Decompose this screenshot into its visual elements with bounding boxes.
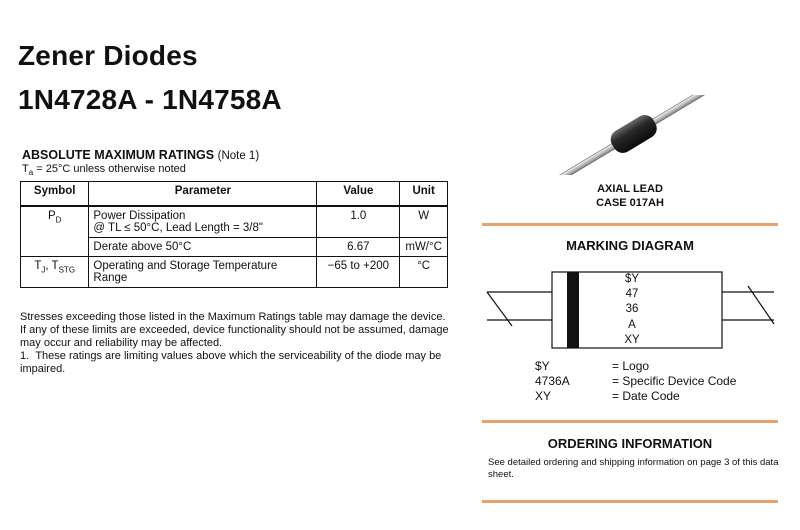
ordering-text: See detailed ordering and shipping information on page 3 of this data sheet. bbox=[488, 457, 779, 480]
ratings-table bbox=[20, 181, 448, 288]
ratings-temp-note: $T_a = 25^\circ C$ unless otherwise noted bbox=[22, 163, 186, 178]
symbol-pd: $P_D$ bbox=[21, 206, 89, 257]
legend-value: = Date Code bbox=[612, 389, 680, 403]
footnote-1 bbox=[20, 350, 452, 376]
param-derate: Derate above 50°C bbox=[89, 238, 317, 257]
ratings-temp-note-text: = 25°C unless otherwise noted bbox=[36, 163, 186, 175]
symbol-tj-tstg: $T_J$, $T_{STG}$ bbox=[21, 257, 89, 288]
legend-key: $Y bbox=[535, 359, 550, 373]
value-temp-range: −65 to +200 bbox=[317, 257, 400, 288]
param-power-line1: Power Dissipation bbox=[93, 210, 186, 222]
ratings-heading bbox=[22, 148, 259, 162]
package-line2: CASE 017AH bbox=[596, 197, 664, 209]
unit-temp-range: °C bbox=[400, 257, 448, 288]
page-title: Zener Diodes bbox=[18, 40, 198, 71]
header-symbol: Symbol bbox=[21, 182, 89, 207]
header-unit: Unit bbox=[400, 182, 448, 207]
ordering-title: ORDERING INFORMATION bbox=[547, 436, 713, 451]
marking-text bbox=[600, 272, 664, 348]
footnote-text: These ratings are limiting values above which the serviceability of the diode may be impaired. bbox=[20, 350, 442, 375]
package-line1: AXIAL LEAD bbox=[597, 183, 663, 195]
cathode-band bbox=[567, 272, 579, 348]
marking-diagram-title: MARKING DIAGRAM bbox=[566, 238, 694, 253]
marking-line: XY bbox=[624, 333, 640, 346]
marking-line: A bbox=[628, 318, 636, 331]
header-parameter: Parameter bbox=[89, 182, 317, 207]
value-derate: 6.67 bbox=[317, 238, 400, 257]
axial-diode-icon bbox=[540, 95, 725, 175]
part-number-range: 1N4728A - 1N4758A bbox=[18, 84, 282, 115]
ratings-heading-note: (Note 1) bbox=[217, 150, 260, 162]
legend-key: 4736A bbox=[535, 374, 570, 388]
param-power-line2: @ TL ≤ 50°C, Lead Length = 3/8" bbox=[93, 222, 263, 234]
marking-line: 36 bbox=[625, 303, 639, 316]
package-label bbox=[482, 182, 778, 210]
ratings-notes bbox=[20, 311, 452, 376]
stress-note: Stresses exceeding those listed in the Maximum Ratings table may damage the device. If any of these limits are exceeded, device functionality should not be assumed, damage may occur and reliability may be affected. bbox=[20, 311, 449, 349]
table-row bbox=[21, 206, 448, 238]
legend-value: = Logo bbox=[612, 359, 650, 373]
legend-value: = Specific Device Code bbox=[612, 374, 737, 388]
section-divider bbox=[482, 420, 778, 423]
marking-line: $Y bbox=[624, 273, 640, 285]
legend-key: XY bbox=[535, 389, 552, 403]
marking-line: 47 bbox=[625, 288, 639, 301]
unit-derate: mW/°C bbox=[400, 238, 448, 257]
footnote-number: 1. bbox=[20, 350, 30, 362]
ratings-heading-text: ABSOLUTE MAXIMUM RATINGS bbox=[22, 148, 215, 162]
section-divider bbox=[482, 500, 778, 503]
value-power: 1.0 bbox=[317, 206, 400, 238]
param-temp-range: Operating and Storage Temperature Range bbox=[89, 257, 317, 288]
param-power bbox=[89, 206, 317, 238]
table-row bbox=[21, 257, 448, 288]
unit-power: W bbox=[400, 206, 448, 238]
header-value: Value bbox=[317, 182, 400, 207]
section-divider bbox=[482, 223, 778, 226]
